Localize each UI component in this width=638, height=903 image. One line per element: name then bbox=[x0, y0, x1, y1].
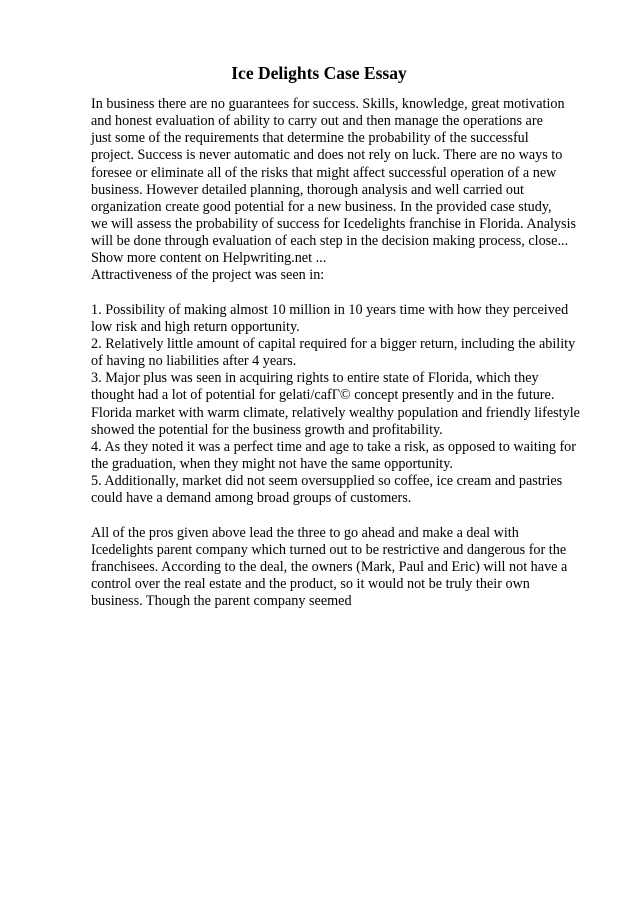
list-item-line: showed the potential for the business growth and profitability. bbox=[91, 421, 443, 438]
list-item-line: 4. As they noted it was a perfect time and age to take a risk, as opposed to waiting for bbox=[91, 438, 576, 455]
list-item-line: thought had a lot of potential for gelati/cafГ© concept presently and in the future. bbox=[91, 387, 555, 404]
paragraph-gap bbox=[91, 285, 631, 302]
text-line: franchisees. According to the deal, the owners (Mark, Paul and Eric) will not have a bbox=[91, 558, 568, 575]
list-item-line: the graduation, when they might not have the same opportunity. bbox=[91, 455, 453, 472]
pros-list bbox=[91, 302, 631, 508]
text-line: we will assess the probability of success for Icedelights franchise in Florida. Analysis bbox=[91, 215, 577, 232]
text-line: business. Though the parent company seemed bbox=[91, 593, 352, 610]
text-line: foresee or eliminate all of the risks that might affect successful operation of a new bbox=[91, 164, 557, 181]
list-item-line: 3. Major plus was seen in acquiring rights to entire state of Florida, which they bbox=[91, 370, 539, 387]
document-title: Ice Delights Case Essay bbox=[231, 63, 407, 83]
paragraph-gap bbox=[91, 507, 631, 524]
text-line: and honest evaluation of ability to carry out and then manage the operations are bbox=[91, 113, 543, 130]
list-item-line: 2. Relatively little amount of capital required for a bigger return, including the ability bbox=[91, 335, 576, 352]
list-item-line: low risk and high return opportunity. bbox=[91, 318, 300, 335]
text-line: All of the pros given above lead the three to go ahead and make a deal with bbox=[91, 524, 519, 541]
text-line: Attractiveness of the project was seen in: bbox=[91, 267, 325, 284]
text-line: control over the real estate and the product, so it would not be truly their own bbox=[91, 575, 530, 592]
text-line: organization create good potential for a new business. In the provided case study, bbox=[91, 198, 552, 215]
document-body bbox=[91, 96, 631, 610]
list-item-line: 1. Possibility of making almost 10 million in 10 years time with how they perceived bbox=[91, 301, 569, 318]
list-item-line: 5. Additionally, market did not seem oversupplied so coffee, ice cream and pastries bbox=[91, 473, 563, 490]
text-line: will be done through evaluation of each step in the decision making process, close... bbox=[91, 233, 569, 250]
text-line: project. Success is never automatic and does not rely on luck. There are no ways to bbox=[91, 147, 563, 164]
show-more-link[interactable]: Show more content on Helpwriting.net ... bbox=[91, 250, 327, 267]
closing-paragraph bbox=[91, 525, 631, 611]
list-item-line: of having no liabilities after 4 years. bbox=[91, 353, 297, 370]
list-item-line: could have a demand among broad groups of customers. bbox=[91, 490, 412, 507]
text-line: Icedelights parent company which turned out to be restrictive and dangerous for the bbox=[91, 541, 567, 558]
text-line: In business there are no guarantees for success. Skills, knowledge, great motivation bbox=[91, 96, 565, 112]
text-line: just some of the requirements that determine the probability of the successful bbox=[91, 130, 529, 147]
intro-paragraph bbox=[91, 96, 631, 285]
text-line: business. However detailed planning, thorough analysis and well carried out bbox=[91, 181, 525, 198]
list-item-line: Florida market with warm climate, relatively wealthy population and friendly lifestyle bbox=[91, 404, 580, 421]
